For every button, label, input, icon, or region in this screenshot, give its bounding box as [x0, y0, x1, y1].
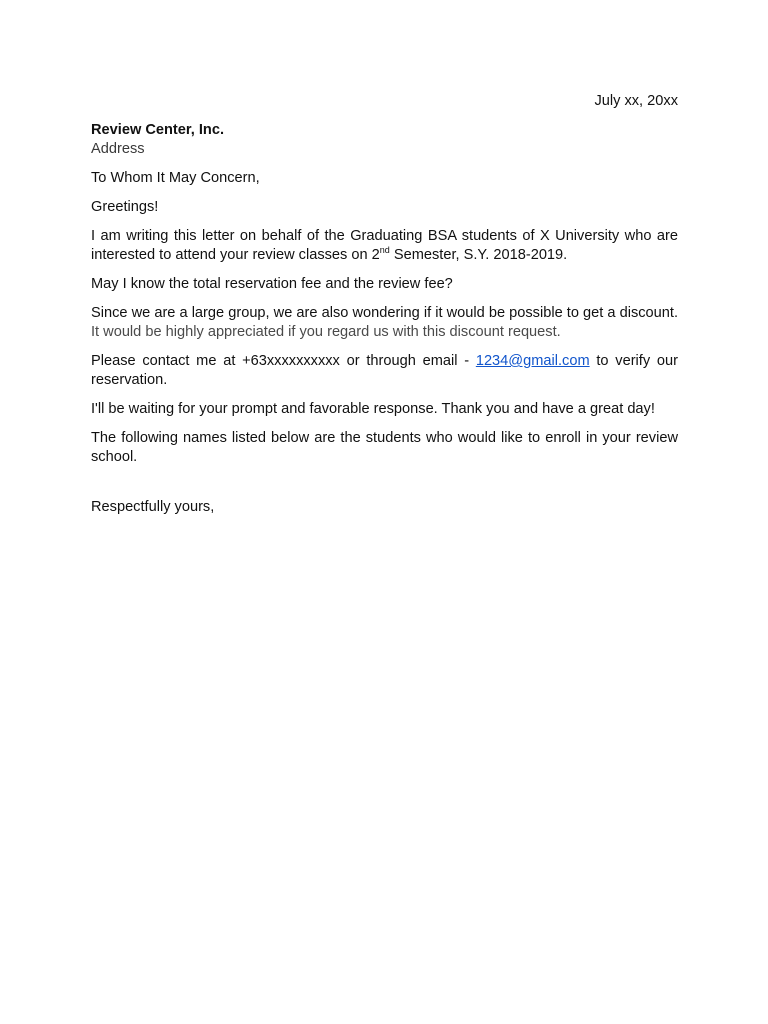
paragraph-discount-text: Since we are a large group, we are also wondering if it would be possible to get a discount.: [91, 305, 678, 321]
paragraph-intro: [91, 227, 678, 265]
paragraph-contact: [91, 352, 678, 390]
paragraph-student-list: The following names listed below are the students who would like to enroll in your review school.: [91, 430, 678, 465]
paragraph-contact-text: Please contact me at +63xxxxxxxxxx or through email -: [91, 353, 476, 369]
letter-body: [91, 92, 678, 527]
email-link[interactable]: 1234@gmail.com: [475, 353, 590, 369]
paragraph-discount-appreciation: It would be highly appreciated if you regard us with this discount request.: [91, 324, 561, 340]
closing-line: Respectfully yours,: [91, 499, 215, 515]
paragraph-contact-tail: to verify our reservation.: [91, 353, 678, 388]
salutation: To Whom It May Concern,: [91, 170, 260, 186]
recipient-name: Review Center, Inc.: [91, 122, 225, 138]
paragraph-fee-question: May I know the total reservation fee and the review fee?: [91, 276, 453, 292]
paragraph-intro-semester: Semester, S.Y. 2018-2019.: [389, 247, 568, 263]
greeting: Greetings!: [91, 199, 159, 215]
letter-date: July xx, 20xx: [594, 93, 678, 109]
paragraph-intro-text: I am writing this letter on behalf of the Graduating BSA students of X University who are interested to attend your review classes on 2: [91, 228, 678, 263]
ordinal-superscript: nd: [379, 245, 390, 255]
recipient-address: Address: [91, 141, 145, 157]
paragraph-closing-thanks: I'll be waiting for your prompt and favorable response. Thank you and have a great day!: [91, 401, 655, 417]
paragraph-discount: [91, 304, 678, 342]
